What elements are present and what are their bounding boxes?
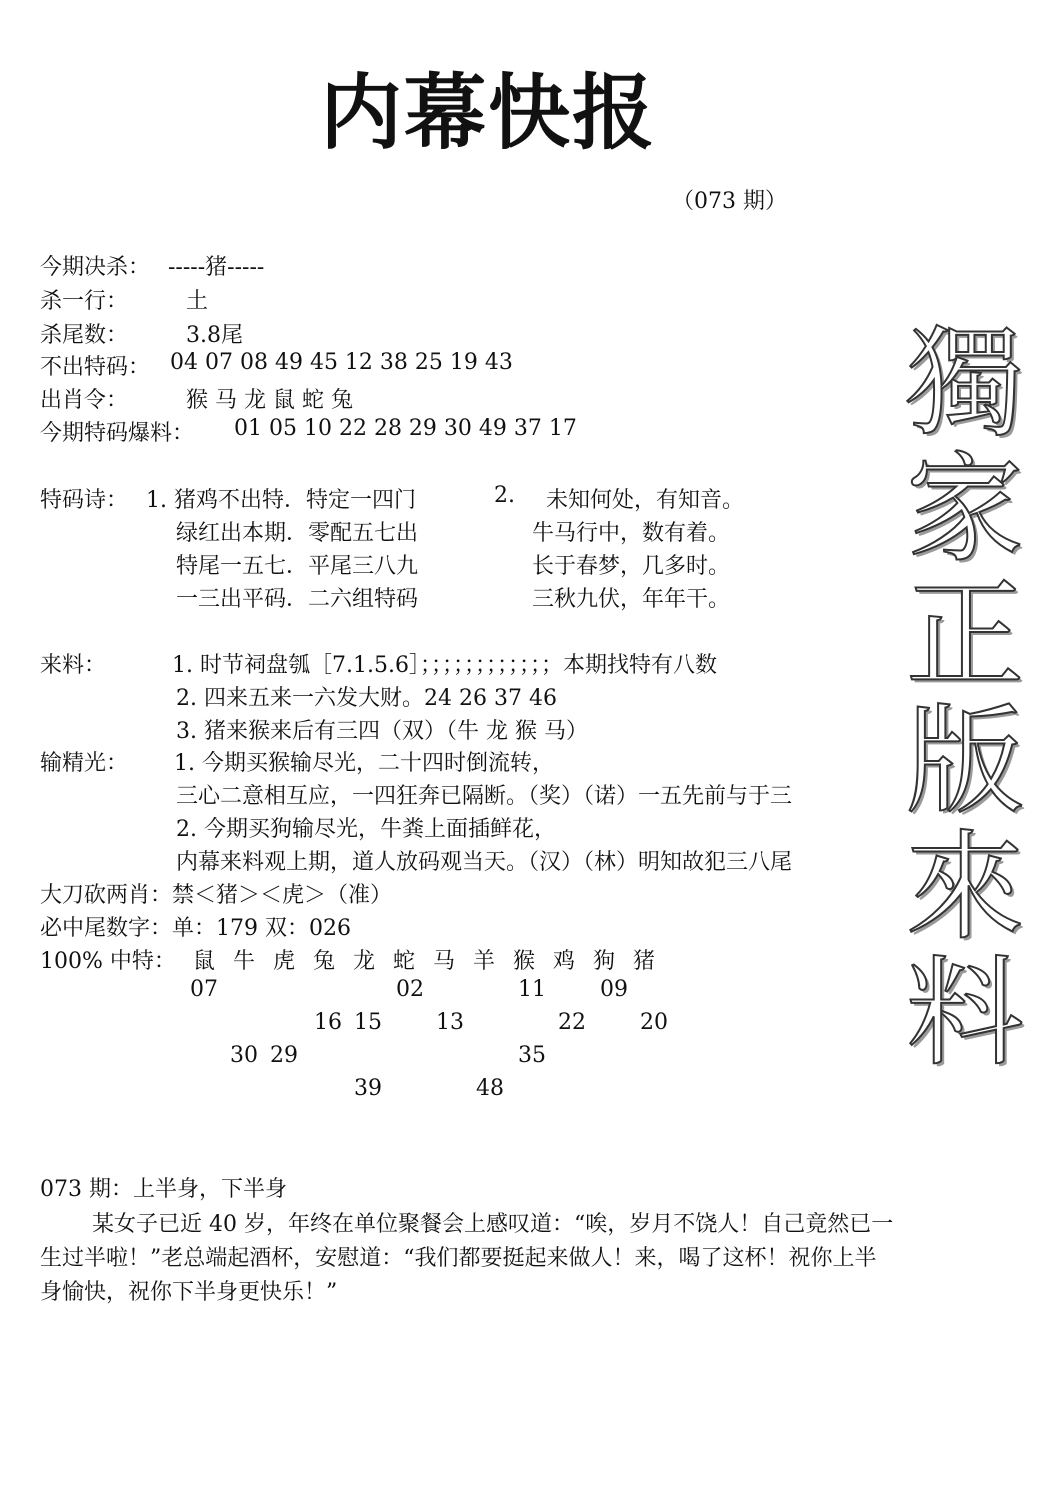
story-line: 身愉快，祝你下半身更快乐！” (40, 1280, 338, 1305)
number-cell: 16 (314, 1010, 342, 1035)
side-char: 版 (905, 692, 1024, 830)
poem-right-line: 牛马行中，数有着。 (532, 521, 731, 546)
no-special-label: 不出特码： (40, 355, 151, 380)
zodiac-cell: 羊 (472, 949, 495, 974)
zodiac-cell: 蛇 (392, 949, 415, 974)
tail-digits-line: 必中尾数字：单：179 双：026 (40, 916, 351, 941)
zodiac-cell: 牛 (232, 949, 255, 974)
zodiac-cell: 龙 (352, 949, 375, 974)
zodiac-cell: 鼠 (192, 949, 215, 974)
lose-line: 内幕来料观上期，道人放码观当天。（汉）（林）明知故犯三八尾 (176, 850, 793, 875)
side-char: 料 (905, 944, 1024, 1082)
zodiac-cell: 鸡 (552, 949, 575, 974)
materials-item: 3. 猪来猴来后有三四（双）（牛 龙 猴 马） (176, 719, 588, 744)
zodiac-cell: 马 (432, 949, 455, 974)
zodiac-cell: 猴 (512, 949, 535, 974)
number-cell: 13 (436, 1010, 464, 1035)
poem-right-line: 未知何处，有知音。 (546, 488, 745, 513)
materials-item: 2. 四来五来一六发大财。24 26 37 46 (176, 686, 557, 711)
poem-label: 特码诗： (40, 488, 129, 513)
number-cell: 35 (518, 1043, 546, 1068)
story-line: 某女子已近 40 岁，年终在单位聚餐会上感叹道：“唉，岁月不饶人！自己竟然已一 (92, 1212, 894, 1237)
side-char: 正 (905, 566, 1024, 704)
number-cell: 07 (190, 977, 218, 1002)
lose-line: 三心二意相互应，一四狂奔已隔断。（奖）（诺）一五先前与于三 (176, 784, 793, 809)
zodiac-label: 出肖令： (40, 388, 129, 413)
burst-label: 今期特码爆料： (40, 421, 195, 446)
lose-line: 2. 今期买狗输尽光，牛粪上面插鲜花， (176, 817, 556, 842)
poem-left-line: 1. 猪鸡不出特．特定一四门 (146, 488, 416, 513)
kill-element-value: 土 (186, 289, 209, 314)
side-char: 家 (905, 440, 1024, 578)
story-line: 生过半啦！”老总端起酒杯，安慰道：“我们都要挺起来做人！来，喝了这杯！祝你上半 (40, 1246, 877, 1271)
lose-line: 1. 今期买猴输尽光，二十四时倒流转， (174, 751, 554, 776)
number-cell: 15 (354, 1010, 382, 1035)
story-title: 073 期：上半身，下半身 (40, 1177, 287, 1202)
kill-tail-label: 杀尾数： (40, 323, 129, 348)
zodiac-cell: 猪 (632, 949, 655, 974)
number-cell: 09 (600, 977, 628, 1002)
kill-label: 今期决杀： (40, 255, 151, 280)
page-title: 内幕快报 (320, 66, 657, 161)
number-cell: 29 (270, 1043, 298, 1068)
poem-left-line: 绿红出本期．零配五七出 (176, 521, 419, 546)
side-banner (890, 314, 1040, 1082)
number-cell: 02 (396, 977, 424, 1002)
zodiac-cell: 兔 (312, 949, 335, 974)
hundred-label: 100% 中特： (40, 949, 176, 974)
kill-value: -----猪----- (168, 255, 265, 280)
kill-tail-value: 3.8尾 (186, 323, 243, 348)
side-char: 來 (905, 818, 1024, 956)
materials-label: 来料： (40, 653, 107, 678)
poem-left-line: 一三出平码．二六组特码 (176, 587, 419, 612)
poem-number-2: 2. (494, 483, 515, 508)
number-cell: 22 (558, 1010, 586, 1035)
lose-label: 输精光： (40, 751, 129, 776)
big-knife-line: 大刀砍两肖：禁＜猪＞＜虎＞（准） (40, 883, 393, 908)
no-special-value: 04 07 08 49 45 12 38 25 19 43 (170, 350, 513, 375)
number-cell: 20 (640, 1010, 668, 1035)
number-cell: 48 (476, 1076, 504, 1101)
poem-left-line: 特尾一五七．平尾三八九 (176, 554, 419, 579)
burst-value: 01 05 10 22 28 29 30 49 37 17 (234, 416, 577, 441)
number-cell: 30 (230, 1043, 258, 1068)
zodiac-value: 猴 马 龙 鼠 蛇 兔 (186, 388, 353, 413)
number-cell: 11 (518, 977, 546, 1002)
issue-number: （073 期） (672, 189, 787, 214)
kill-element-label: 杀一行： (40, 289, 129, 314)
number-cell: 39 (354, 1076, 382, 1101)
poem-right-line: 长于春梦，几多时。 (532, 554, 731, 579)
side-char: 獨 (905, 314, 1024, 452)
zodiac-cell: 虎 (272, 949, 295, 974)
zodiac-cell: 狗 (592, 949, 615, 974)
poem-right-line: 三秋九伏，年年干。 (532, 587, 731, 612)
materials-item: 1. 时节祠盘瓠［7.1.5.6］；；；；；；；；；；；；本期找特有八数 (172, 653, 717, 678)
